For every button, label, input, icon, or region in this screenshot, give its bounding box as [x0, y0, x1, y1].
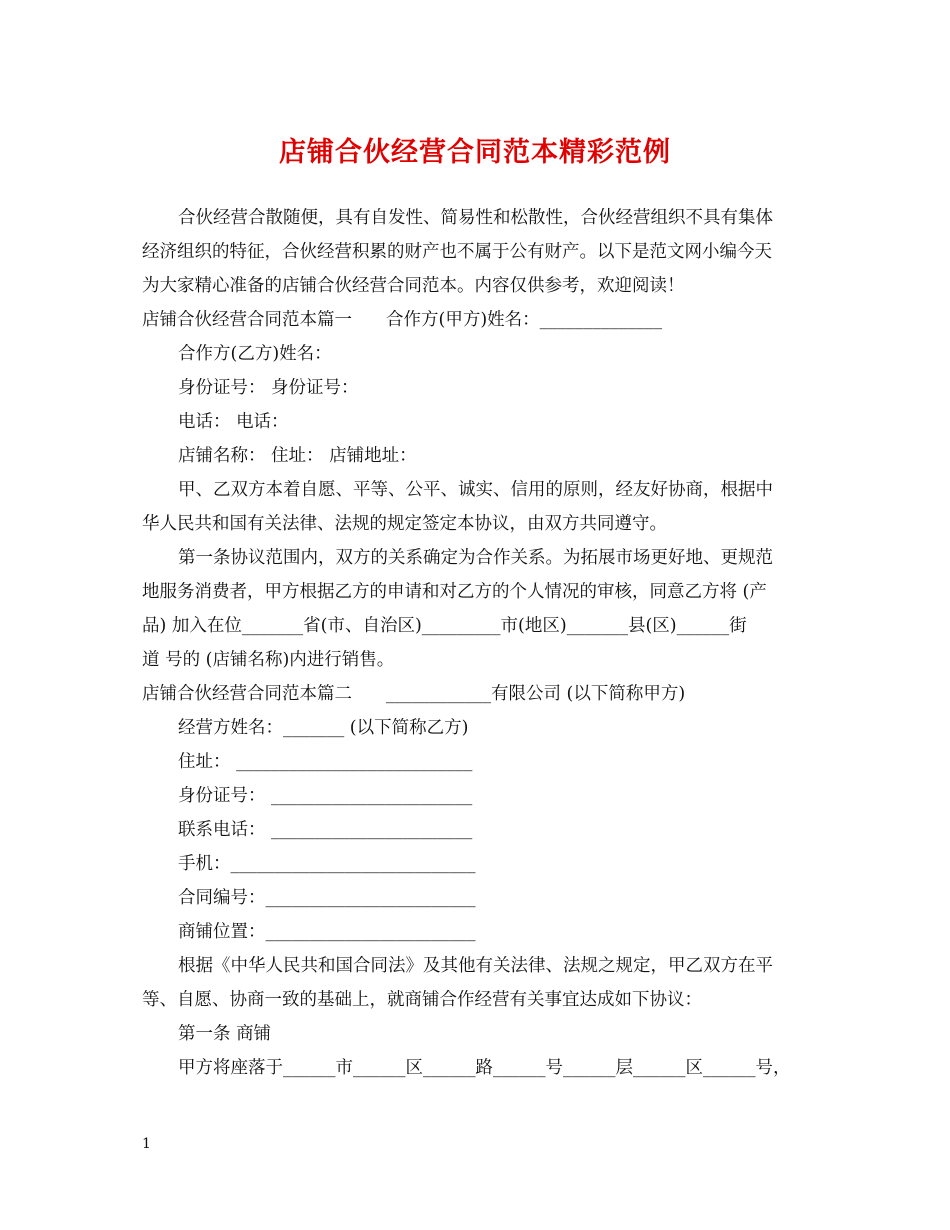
id-number-field: 身份证号： _______________________	[178, 786, 473, 806]
phone-field: 电话： 电话：	[178, 412, 289, 432]
party-a-name-field: 合作方(甲方)姓名：______________	[386, 310, 663, 330]
page-number: 1	[142, 1136, 151, 1152]
party-b-name-field: 合作方(乙方)姓名：	[178, 344, 332, 364]
paragraph-line: 等、自愿、协商一致的基础上，就商铺合作经营有关事宜达成如下协议：	[142, 990, 702, 1010]
part1-heading: 店铺合伙经营合同范本篇一	[142, 310, 352, 330]
paragraph-line: 根据《中华人民共和国合同法》及其他有关法律、法规之规定，甲乙双方在平	[178, 956, 773, 976]
document-body	[142, 201, 822, 1085]
part2-heading-line	[142, 677, 822, 711]
operator-name-field: 经营方姓名：_______ (以下简称乙方)	[178, 718, 469, 738]
company-field: ____________有限公司 (以下简称甲方)	[386, 684, 686, 704]
paragraph-line: 甲方将座落于______市______区______路______号______层______区______号，	[178, 1058, 791, 1078]
paragraph-line: 地服务消费者，甲方根据乙方的申请和对乙方的个人情况的审核，同意乙方将 (产	[142, 582, 767, 602]
paragraph-line: 第一条协议范围内，双方的关系确定为合作关系。为拓展市场更好地、更规范	[178, 548, 773, 568]
intro-line: 经济组织的特征，合伙经营积累的财产也不属于公有财产。以下是范文网小编今天	[142, 242, 772, 262]
paragraph-line: 华人民共和国有关法律、法规的规定签定本协议，由双方共同遵守。	[142, 514, 667, 534]
intro-line: 为大家精心准备的店铺合伙经营合同范本。内容仅供参考，欢迎阅读！	[142, 276, 685, 296]
paragraph-line: 道 号的 (店铺名称)内进行销售。	[142, 650, 395, 670]
article-heading: 第一条 商铺	[178, 1024, 272, 1044]
paragraph-line: 甲、乙双方本着自愿、平等、公平、诚实、信用的原则，经友好协商，根据中	[178, 480, 773, 500]
document-title: 店铺合伙经营合同范本精彩范例	[279, 137, 671, 168]
contract-number-field: 合同编号：________________________	[178, 888, 476, 908]
paragraph-line: 品) 加入在位_______省(市、自治区)_________市(地区)_______县(区)______街	[142, 616, 747, 636]
part2-heading: 店铺合伙经营合同范本篇二	[142, 684, 352, 704]
contact-phone-field: 联系电话： _______________________	[178, 820, 473, 840]
id-number-field: 身份证号： 身份证号：	[178, 378, 359, 398]
intro-line: 合伙经营合散随便，具有自发性、简易性和松散性，合伙经营组织不具有集体	[178, 208, 773, 228]
address-field: 住址： ___________________________	[178, 752, 473, 772]
shop-info-field: 店铺名称： 住址： 店铺地址：	[178, 446, 417, 466]
shop-location-field: 商铺位置：________________________	[178, 922, 476, 942]
part1-heading-line	[142, 303, 822, 337]
mobile-field: 手机：____________________________	[178, 854, 476, 874]
